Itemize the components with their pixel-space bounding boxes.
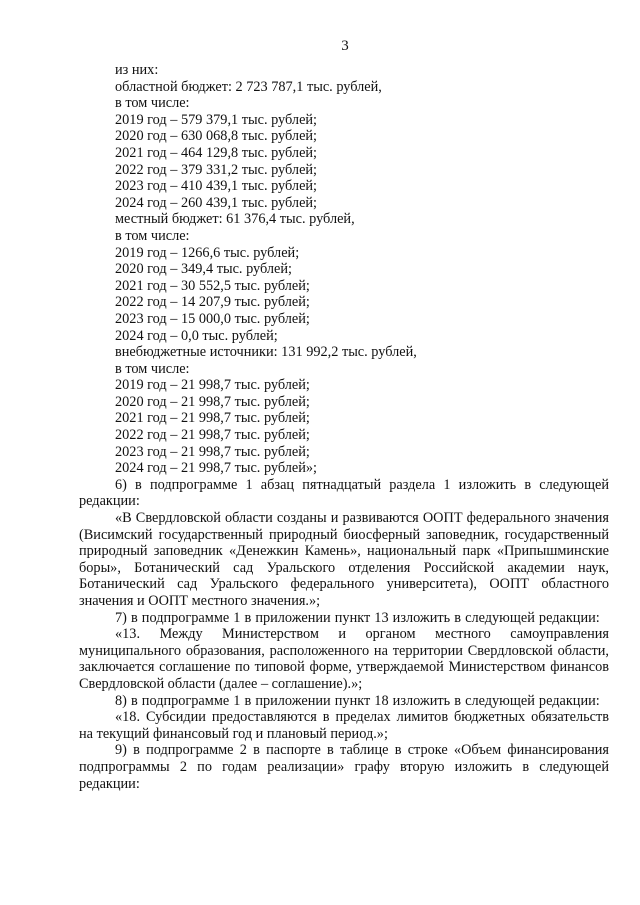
document-body xyxy=(79,62,609,792)
page-number: 3 xyxy=(341,38,349,54)
budget-line: 2021 год – 21 998,7 тыс. рублей; xyxy=(115,410,310,427)
budget-line: 2022 год – 21 998,7 тыс. рублей; xyxy=(115,427,310,444)
budget-line: 2020 год – 630 068,8 тыс. рублей; xyxy=(115,128,318,145)
budget-line: местный бюджет: 61 376,4 тыс. рублей, xyxy=(115,211,355,228)
budget-line: 2024 год – 260 439,1 тыс. рублей; xyxy=(115,194,318,211)
budget-line: 2021 год – 464 129,8 тыс. рублей; xyxy=(115,144,318,161)
budget-line: 2019 год – 21 998,7 тыс. рублей; xyxy=(115,377,310,394)
budget-line: 2024 год – 21 998,7 тыс. рублей»; xyxy=(115,460,318,477)
amendment-item-9: 9) в подпрограмме 2 в паспорте в таблице в строке «Объем финансирования подпрограммы 2 по годам реализации» графу вторую изложить в следующей редакции: xyxy=(79,742,609,792)
amendment-item-8: 8) в подпрограмме 1 в приложении пункт 18 изложить в следующей редакции: xyxy=(115,692,600,709)
budget-line: 2019 год – 1266,6 тыс. рублей; xyxy=(115,244,300,261)
budget-line: в том числе: xyxy=(115,227,190,244)
budget-line: 2021 год – 30 552,5 тыс. рублей; xyxy=(115,277,310,294)
budget-line: 2024 год – 0,0 тыс. рублей; xyxy=(115,327,278,344)
budget-line: 2022 год – 14 207,9 тыс. рублей; xyxy=(115,294,310,311)
budget-line: внебюджетные источники: 131 992,2 тыс. рублей, xyxy=(115,344,417,361)
budget-line: 2023 год – 15 000,0 тыс. рублей; xyxy=(115,310,310,327)
budget-line: в том числе: xyxy=(115,360,190,377)
amendment-item-6: 6) в подпрограмме 1 абзац пятнадцатый раздела 1 изложить в следующей редакции: xyxy=(79,476,609,510)
funding-breakdown xyxy=(79,62,609,477)
amendment-text-section-1: «В Свердловской области созданы и развиваются ООПТ федерального значения (Висимский государственный природный биосферный заповедник, государственный природный заповедник «Денежкин Камень», национальный парк «Припышминские боры», Ботанический сад Уральского отделения Российской академии наук, Ботанический сад Уральского федерального университета), ООПТ областного значения и ООПТ местного значения.»; xyxy=(79,510,609,609)
budget-line: 2023 год – 21 998,7 тыс. рублей; xyxy=(115,443,310,460)
amendment-item-7: 7) в подпрограмме 1 в приложении пункт 13 изложить в следующей редакции: xyxy=(115,609,600,626)
amendment-text-point-18: «18. Субсидии предоставляются в пределах лимитов бюджетных обязательств на текущий финансовый год и плановый период.»; xyxy=(79,709,609,742)
budget-line: 2023 год – 410 439,1 тыс. рублей; xyxy=(115,178,318,195)
budget-line: 2022 год – 379 331,2 тыс. рублей; xyxy=(115,161,318,178)
budget-line: из них: xyxy=(115,62,159,78)
budget-line: 2020 год – 349,4 тыс. рублей; xyxy=(115,261,293,278)
budget-line: областной бюджет: 2 723 787,1 тыс. рублей, xyxy=(115,78,382,95)
amendment-text-point-13: «13. Между Министерством и органом местного самоуправления муниципального образования, расположенного на территории Свердловской области, заключается соглашение по типовой форме, утверждаемой Министерством финансов Свердловской области (далее – соглашение).»; xyxy=(79,626,609,692)
budget-line: 2019 год – 579 379,1 тыс. рублей; xyxy=(115,111,318,128)
budget-line: 2020 год – 21 998,7 тыс. рублей; xyxy=(115,393,310,410)
budget-line: в том числе: xyxy=(115,95,190,112)
